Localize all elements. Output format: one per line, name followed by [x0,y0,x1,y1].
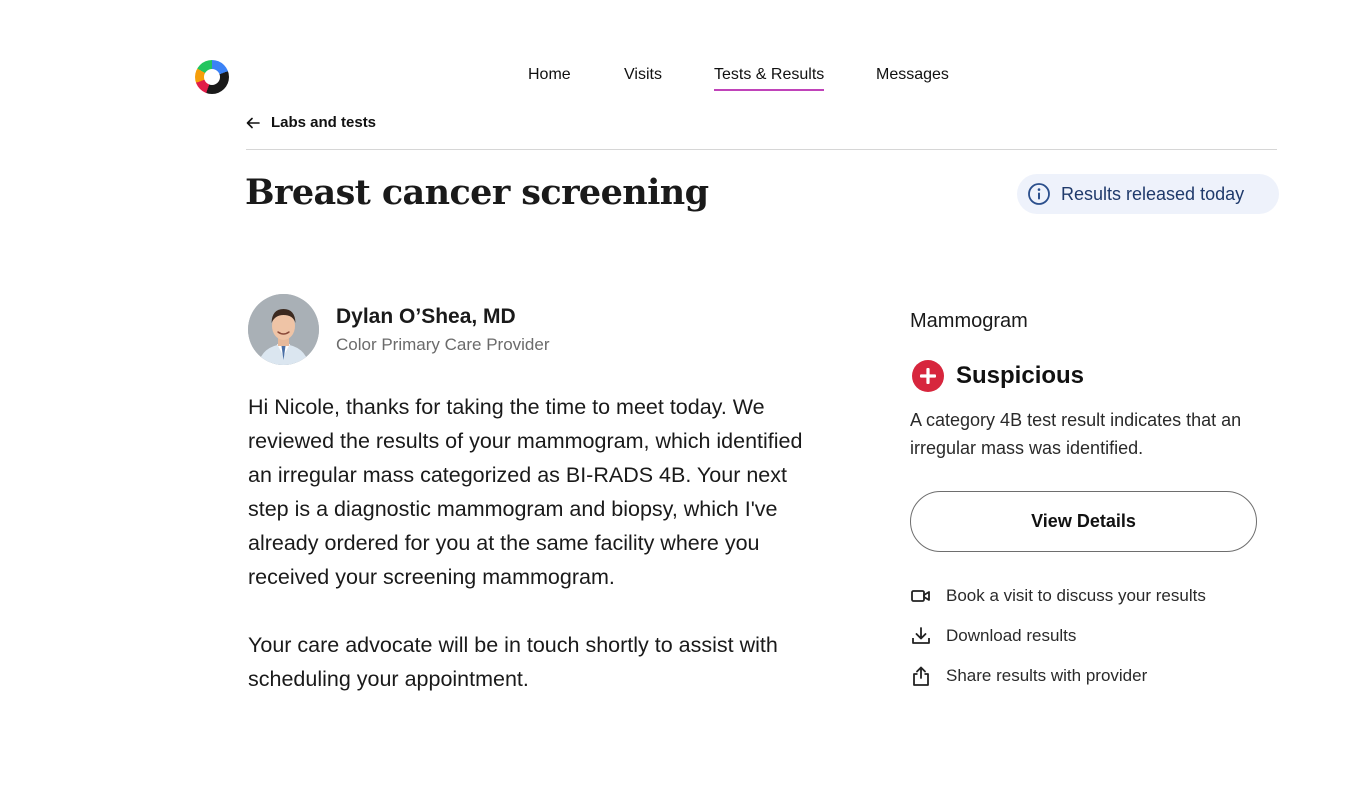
nav-tests-results[interactable]: Tests & Results [714,66,824,91]
status-label: Suspicious [956,362,1085,389]
nav-home[interactable]: Home [528,66,571,83]
back-link[interactable] [245,114,376,131]
nav-messages[interactable]: Messages [876,66,949,83]
message-paragraph: Hi Nicole, thanks for taking the time to meet today. We reviewed the results of your mammogram, which identified an irregular mass categorized as BI-RADS 4B. Your next step is a diagnostic mammogram and biopsy, which I've already ordered for you at the same facility where you received your screening mammogram. [248,395,803,589]
provider-role: Color Primary Care Provider [336,335,550,354]
provider-photo [248,294,319,365]
test-name: Mammogram [910,310,1028,332]
view-details-button[interactable]: View Details [910,491,1257,552]
plus-circle-icon [912,360,944,392]
book-visit-action[interactable] [910,585,1206,607]
provider-message [248,390,808,696]
share-results-label: Share results with provider [946,666,1148,685]
share-results-action[interactable] [910,665,1147,687]
provider-avatar [248,294,319,365]
page-title: Breast cancer screening [245,172,709,213]
release-status-badge [1017,174,1279,214]
arrow-left-icon [245,115,261,131]
share-icon [910,665,932,687]
header-divider [246,149,1277,150]
video-camera-icon [910,585,932,607]
download-icon [910,625,932,647]
provider-name: Dylan O’Shea, MD [336,305,516,328]
download-results-label: Download results [946,626,1077,645]
result-status [912,360,1084,392]
top-nav [0,66,1350,96]
message-paragraph: Your care advocate will be in touch shortly to assist with scheduling your appointment. [248,633,778,691]
status-description: A category 4B test result indicates that an irregular mass was identified. [910,410,1242,458]
info-icon [1027,182,1051,206]
download-results-action[interactable] [910,625,1076,647]
release-status-text: Results released today [1061,183,1245,204]
back-link-label: Labs and tests [271,114,377,131]
nav-visits[interactable]: Visits [624,66,662,83]
book-visit-label: Book a visit to discuss your results [946,586,1206,605]
